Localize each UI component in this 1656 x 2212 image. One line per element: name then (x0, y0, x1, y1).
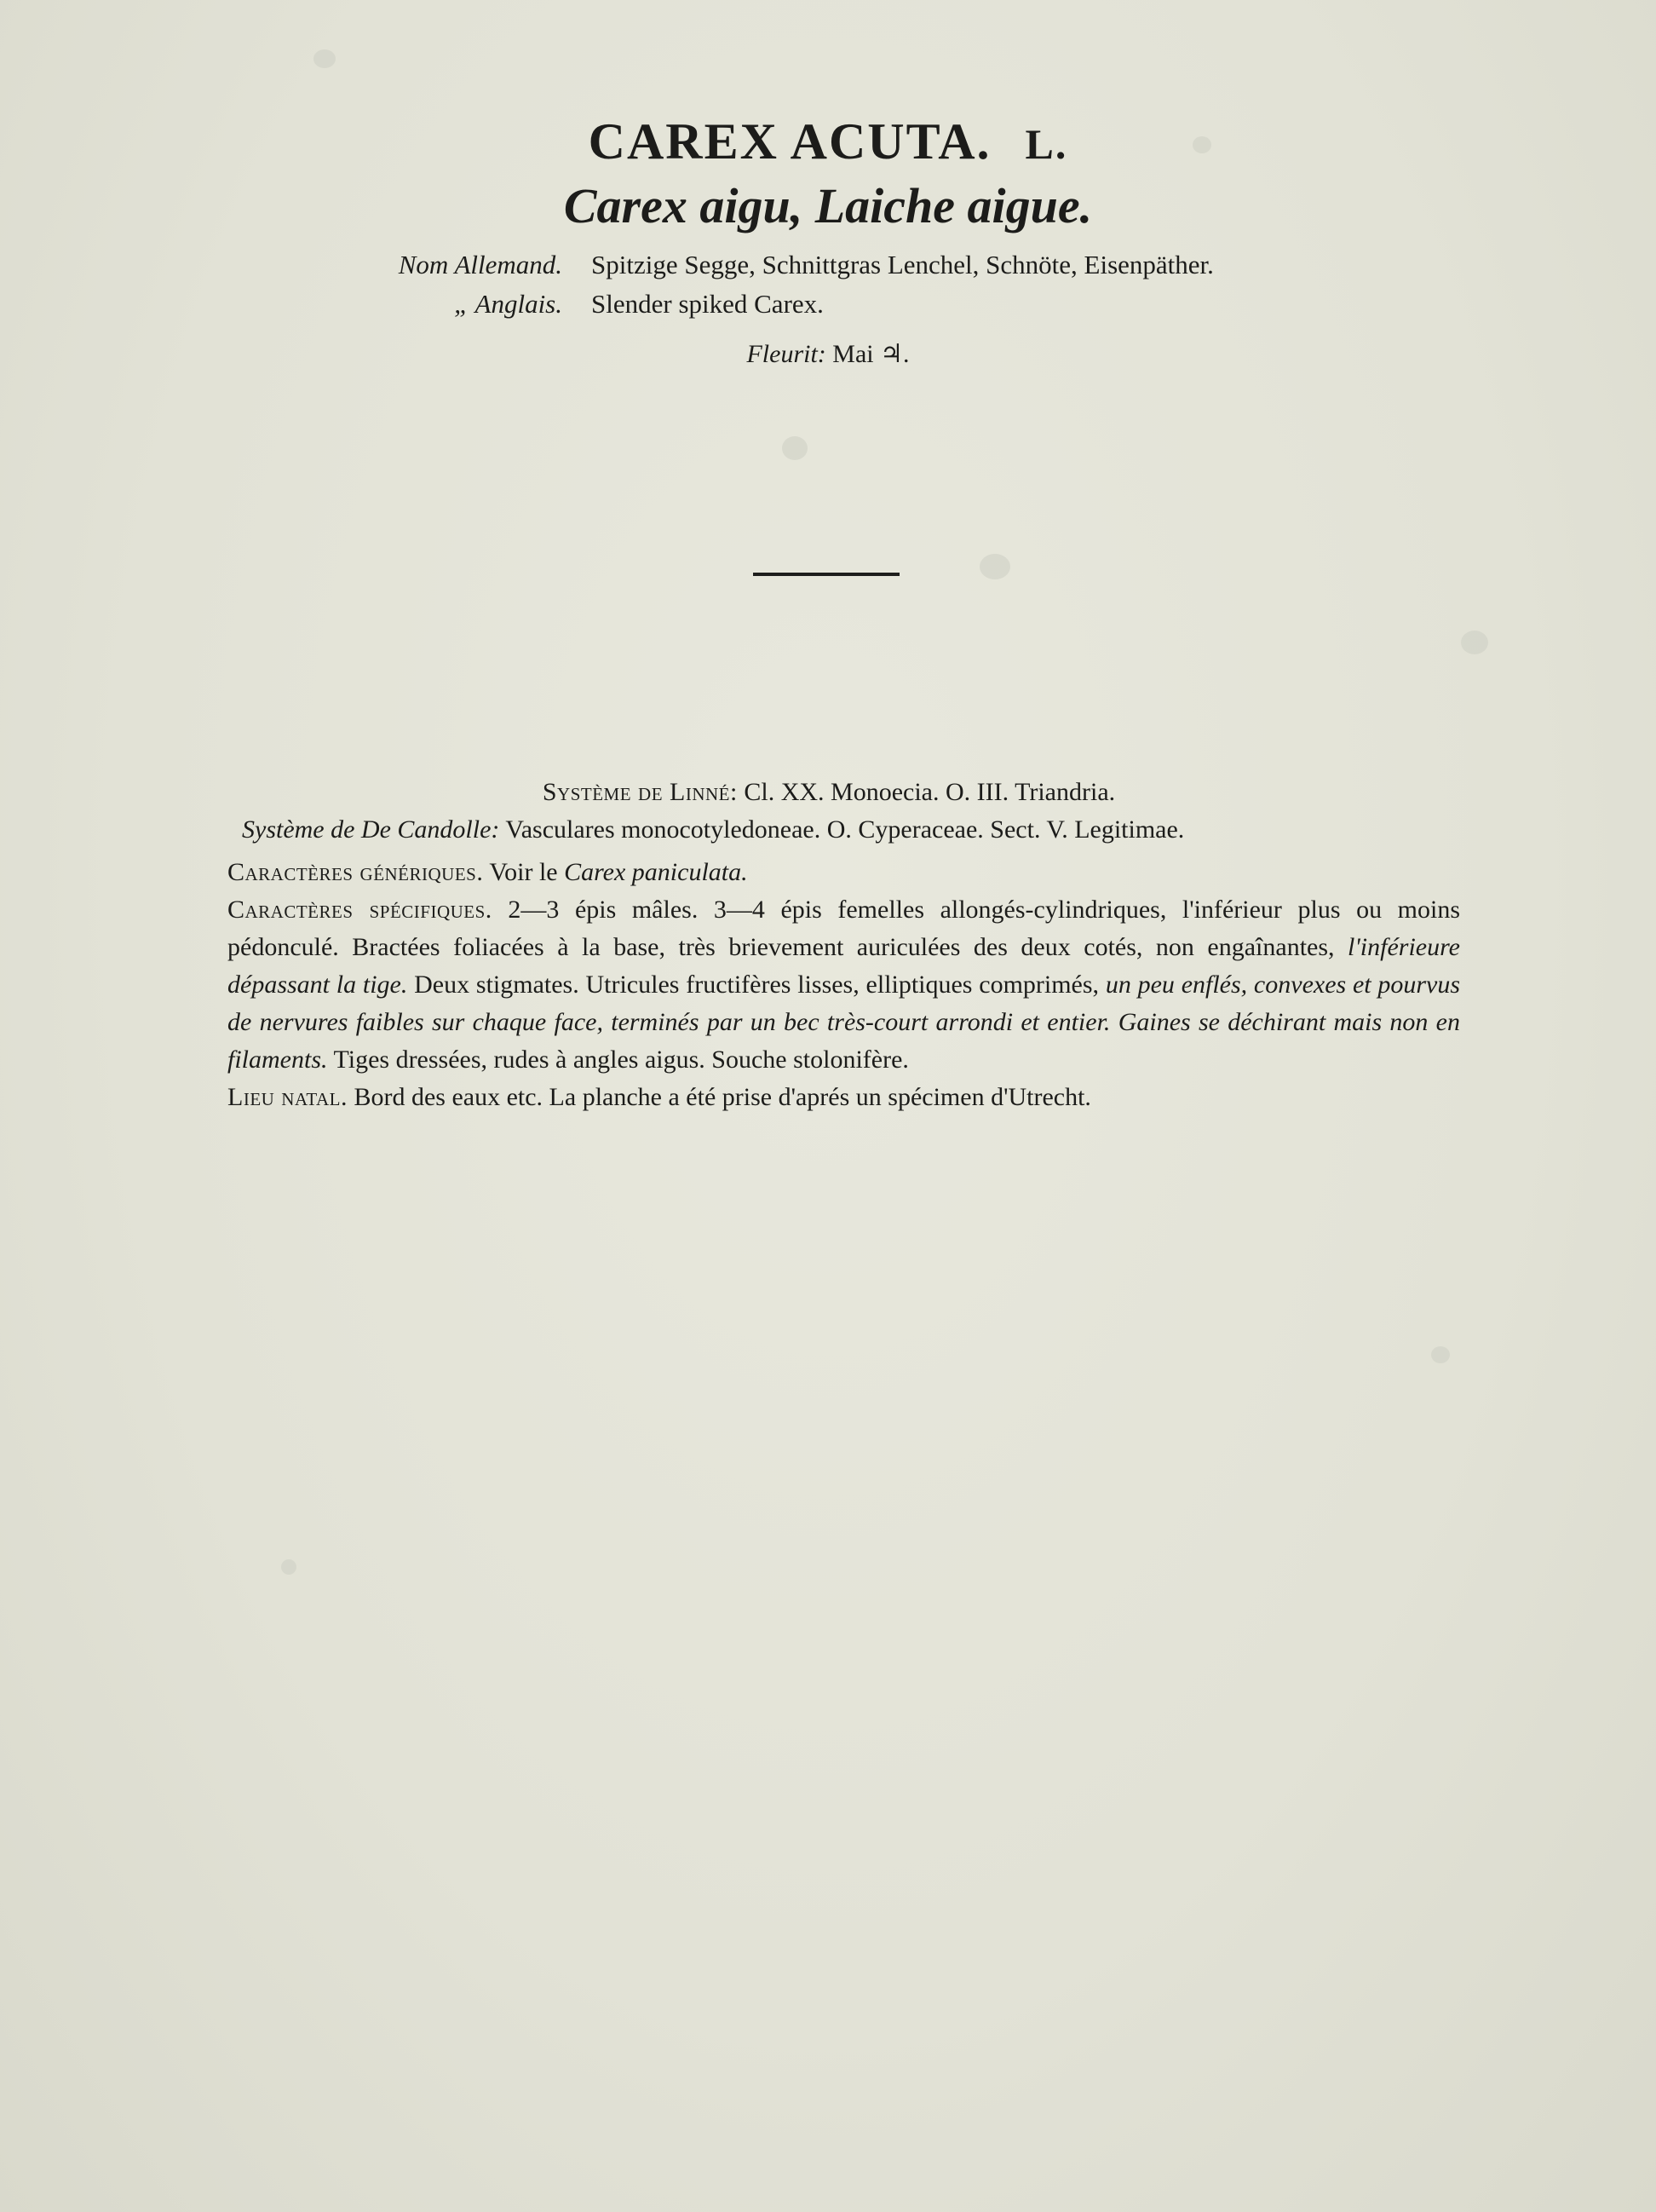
common-names (358, 245, 1214, 324)
english-value: Slender spiked Carex. (591, 289, 824, 319)
paper-spot (1431, 1346, 1450, 1363)
french-name: Carex aigu, Laiche aigue. (563, 178, 1093, 233)
paper-spot (1461, 631, 1488, 654)
specific-text-2: Deux stigmates. Utricules fructifères lisses, elliptiques comprimés, (414, 971, 1100, 999)
linne-system (198, 774, 1460, 811)
flowering-value: Mai ♃. (832, 340, 910, 368)
candolle-label: Système de De Candolle: (242, 815, 500, 844)
generic-characters (198, 854, 1460, 891)
page-title (0, 112, 1656, 171)
specific-characters (198, 891, 1460, 1079)
flowering-label: Fleurit: (746, 340, 826, 368)
habitat-label: Lieu natal. (227, 1083, 348, 1111)
paper-spot (313, 49, 336, 68)
flowering-line (0, 339, 1656, 369)
specific-italic-2: un peu enflés, convexes et pourvus de nervures faibles sur chaque face, terminés par un bec très-court arrondi et entier. Gaines se déchirant mais non en filaments. (227, 971, 1461, 1074)
english-name-row (358, 285, 1214, 324)
german-value: Spitzige Segge, Schnittgras Lenchel, Schnöte, Eisenpäther. (591, 250, 1214, 279)
generic-label: Caractères génériques. (227, 858, 484, 886)
specific-text-1: 2—3 épis mâles. 3—4 épis femelles allongés-cylindriques, l'inférieur plus ou moins pédonculé. Bractées foliacées à la base, très brievement auriculées des deux cotés, non engaînantes, (227, 896, 1460, 961)
candolle-value: Vasculares monocotyledoneae. O. Cyperaceae. Sect. V. Legitimae. (505, 815, 1185, 844)
decorative-rule (753, 573, 900, 576)
species-name: CAREX ACUTA. (588, 113, 992, 170)
author-abbrev: L. (1025, 120, 1068, 168)
generic-ref: Carex paniculata. (564, 858, 748, 886)
paper-spot (281, 1559, 296, 1575)
linne-value: Cl. XX. Monoecia. O. III. Triandria. (744, 778, 1116, 806)
habitat-text: Bord des eaux etc. La planche a été prise d'aprés un spécimen d'Utrecht. (354, 1083, 1091, 1111)
specific-label: Caractères spécifiques. (227, 896, 492, 924)
description-body (198, 774, 1460, 1116)
specific-italic-1: l'inférieure dépassant la tige. (227, 933, 1460, 999)
german-label: Nom Allemand. (398, 250, 562, 279)
linne-label: Système de Linné: (542, 778, 738, 806)
candolle-system (198, 811, 1460, 849)
habitat (198, 1079, 1460, 1116)
german-name-row (358, 245, 1214, 285)
specific-text-3: Tiges dressées, rudes à angles aigus. Souche stolonifère. (333, 1046, 909, 1074)
paper-spot (980, 554, 1010, 579)
english-label: „ Anglais. (454, 289, 562, 319)
paper-spot (782, 436, 808, 460)
generic-text: Voir le (489, 858, 558, 886)
